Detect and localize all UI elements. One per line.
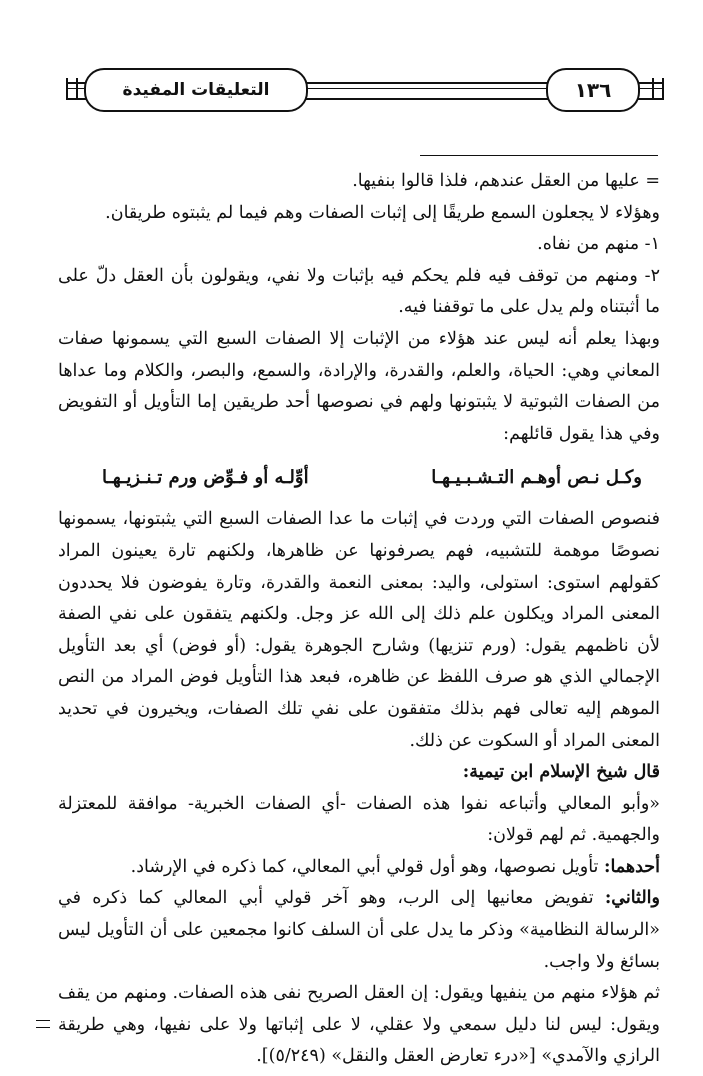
page-body <box>58 166 660 1073</box>
paragraph-4: ٢- ومنهم من توقف فيه فلم يحكم فيه بإثبات ولا نفي، ويقولون بأن العقل دلّ على ما أثبتناه ولم يدل على ما توقفنا فيه. <box>58 265 660 318</box>
paragraph-5: وبهذا يعلم أنه ليس عند هؤلاء من الإثبات إلا الصفات السبع التي يسمونها صفات المعاني وهي: الحياة، والعلم، والقدرة، والإرادة، والسمع، والبصر، والكلام وما عداها من الصفات الثبوتية لا يثبتونها ولهم في نصوصها أحد طريقين إما التأويل أو التفويض وفي هذا يقول قائلهم: <box>58 328 660 444</box>
paragraph-2: وهؤلاء لا يجعلون السمع طريقًا إلى إثبات الصفات وهم فيما لم يثبتوه طريقان. <box>105 202 660 223</box>
paragraph-10 <box>58 883 660 978</box>
book-title: التعليقات المفيدة <box>84 68 308 112</box>
poem-verse <box>58 450 660 504</box>
second-opinion-label: والثاني: <box>604 888 660 909</box>
header-cap-left <box>66 78 78 100</box>
page-header <box>68 68 662 114</box>
footnote-separator <box>420 155 658 156</box>
page-number: ١٣٦ <box>546 68 640 112</box>
verse-second-hemistich: أوِّلـه أو فـوِّض ورم تـنـزيـهـا <box>102 467 309 489</box>
paragraph-6: فنصوص الصفات التي وردت في إثبات ما عدا الصفات السبع التي يثبتونها، يسمونها نصوصًا موهمة للتشبيه، فهم يصرفونها عن ظاهرها، ولكنهم تارة يعينون المراد كقولهم استوى: استولى، واليد: بمعنى النعمة والقدرة، وتارة يفوضون فلا يحددون المعنى المراد ويكلون علم ذلك إلى الله عز وجل. ولكنهم يتفقون على نفي الصفة لأن ناظمهم يقول: (ورم تنزيها) وشارح الجوهرة يقول: (أو فوض) أي بعد التأويل الإجمالي الذي هو صرف اللفظ عن ظاهره، فبعد هذا التأويل فوض المراد من النص الموهم إليه تعالى فهم بذلك متفقون على نفي تلك الصفات، ويخيرون في تحديد المعنى المراد أو السكوت عن ذلك. <box>58 509 660 751</box>
paragraph-8: «وأبو المعالي وأتباعه نفوا هذه الصفات -أي الصفات الخبرية- موافقة للمعتزلة والجهمية. ثم لهم قولان: <box>58 793 660 846</box>
footer-mark <box>36 1020 50 1028</box>
quote-heading: قال شيخ الإسلام ابن تيمية: <box>462 762 660 783</box>
verse-first-hemistich: وكـل نـص أوهـم التـشـبـيـهـا <box>431 467 642 489</box>
first-opinion-label: أحدهما: <box>603 856 660 877</box>
first-opinion-text: تأويل نصوصها، وهو أول قولي أبي المعالي، كما ذكره في الإرشاد. <box>130 856 604 877</box>
paragraph-1: = عليها من العقل عندهم، فلذا قالوا بنفيها. <box>352 171 660 191</box>
header-cap-right <box>652 78 664 100</box>
paragraph-9 <box>58 852 660 884</box>
second-opinion-text: تفويض معانيها إلى الرب، وهو آخر قولي أبي المعالي كما ذكره في «الرسالة النظامية» وذكر ما يدل على أن السلف كانوا مجمعين على أن التأويل ليس بسائغ ولا واجب. <box>58 888 660 972</box>
paragraph-3: ١- منهم من نفاه. <box>537 234 660 255</box>
paragraph-11: ثم هؤلاء منهم من ينفيها ويقول: إن العقل الصريح نفى هذه الصفات. ومنهم من يقف ويقول: ليس لنا دليل سمعي ولا عقلي، لا على إثباتها ولا على نفيها، وهي طريقة الرازي والآمدي» [«درء تعارض العقل والنقل» (٥/٢٤٩)]. <box>58 983 660 1067</box>
